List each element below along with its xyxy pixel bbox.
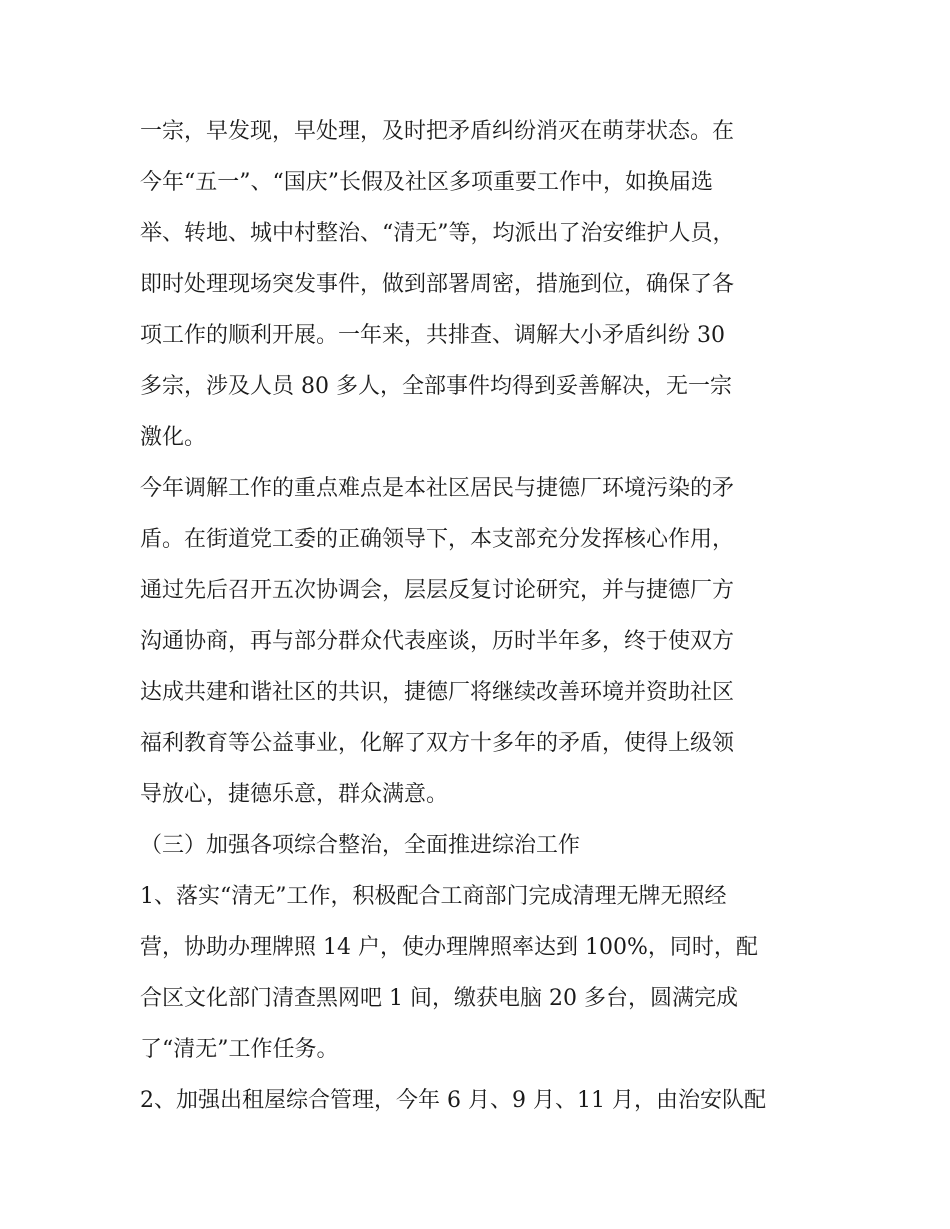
text-line: 今年调解工作的重点难点是本社区居民与捷德厂环境污染的矛 <box>140 476 735 501</box>
text-line: 盾。在街道党工委的正确领导下，本支部充分发挥核心作用， <box>140 527 735 552</box>
text-line: 营，协助办理牌照 14 户，使办理牌照率达到 100%，同时，配 <box>140 935 758 960</box>
text-line: 多宗，涉及人员 80 多人，全部事件均得到妥善解决，无一宗 <box>140 374 732 399</box>
text-line: 达成共建和谐社区的共识，捷德厂将继续改善环境并资助社区 <box>140 680 735 705</box>
text-line: 激化。 <box>140 425 207 450</box>
text-line: 1、落实“清无”工作，积极配合工商部门完成清理无牌无照经 <box>140 884 727 909</box>
document-body <box>140 106 820 1126</box>
text-line: 即时处理现场突发事件，做到部署周密，措施到位，确保了各 <box>140 272 735 297</box>
text-line: 沟通协商，再与部分群众代表座谈，历时半年多，终于使双方 <box>140 629 735 654</box>
text-line: 通过先后召开五次协调会，层层反复讨论研究，并与捷德厂方 <box>140 578 735 603</box>
text-line: 今年“五一”、“国庆”长假及社区多项重要工作中，如换届选 <box>140 170 713 195</box>
text-line: 福利教育等公益事业，化解了双方十多年的矛盾，使得上级领 <box>140 731 735 756</box>
section-heading: （三）加强各项综合整治，全面推进综治工作 <box>140 833 581 858</box>
text-line: 举、转地、城中村整治、“清无”等，均派出了治安维护人员， <box>140 221 735 246</box>
text-line: 合区文化部门清查黑网吧 1 间，缴获电脑 20 多台，圆满完成 <box>140 986 738 1011</box>
text-line: 2、加强出租屋综合管理，今年 6 月、9 月、11 月，由治安队配 <box>140 1088 766 1113</box>
text-line: 导放心，捷德乐意，群众满意。 <box>140 782 449 807</box>
text-line: 项工作的顺利开展。一年来，共排查、调解大小矛盾纠纷 30 <box>140 323 725 348</box>
text-line: 一宗，早发现，早处理，及时把矛盾纠纷消灭在萌芽状态。在 <box>140 119 735 144</box>
text-line: 了“清无”工作任务。 <box>140 1037 339 1062</box>
